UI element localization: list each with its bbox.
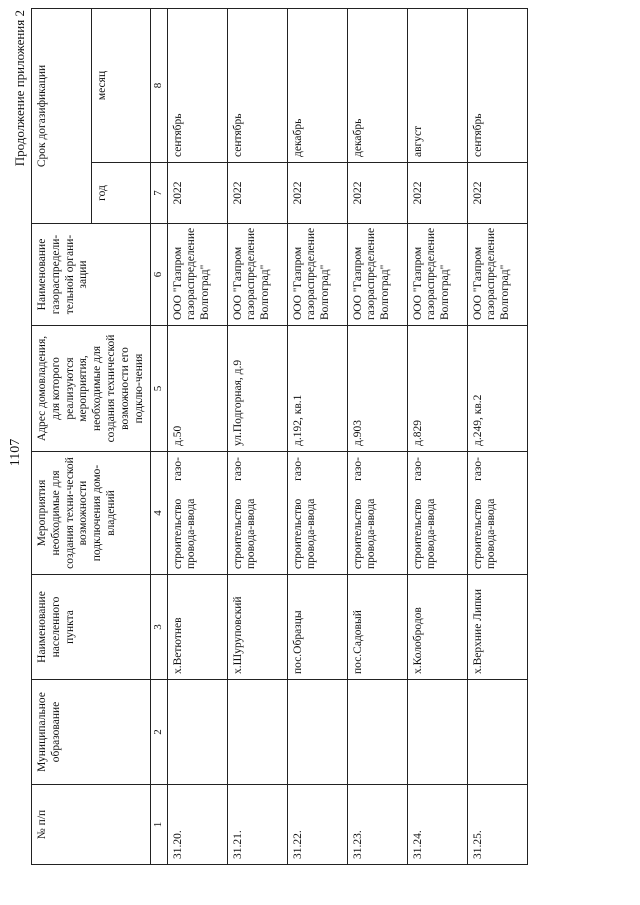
row-number: 31.21. [227,785,287,865]
row-year: 2022 [347,163,407,224]
continuation-title: Продолжение приложения 2 [12,10,27,167]
row-month: декабрь [287,9,347,163]
row-address: д.50 [167,326,227,452]
row-address: д.249, кв.2 [467,326,527,452]
row-settlement: пос.Образцы [287,575,347,680]
row-settlement: х.Верхние Липки [467,575,527,680]
page-number: 1107 [8,438,23,467]
row-organization: ООО "Газпром газораспределение Волгоград" [347,224,407,326]
header-number: № п/п [32,785,151,865]
row-measure: строительство газо-провода-ввода [227,452,287,575]
header-address: Адрес домовладения, для которого реализуются мероприятия, необходимые для создания технической возможности его подклю-чения [32,326,151,452]
header-settlement: Наименование населенного пункта [32,575,151,680]
row-address: д.903 [347,326,407,452]
row-year: 2022 [287,163,347,224]
row-year: 2022 [167,163,227,224]
column-number: 6 [151,224,167,326]
row-measure: строительство газо-провода-ввода [167,452,227,575]
row-municipality [167,680,227,785]
column-number: 5 [151,326,167,452]
row-settlement: х.Колобродов [407,575,467,680]
header-organization: Наименование газораспредели-тельной органи-зации [32,224,151,326]
gasification-table [31,8,528,865]
table-row [287,9,347,865]
row-month: сентябрь [167,9,227,163]
header-measures: Мероприятия необходимые для создания техни-ческой возможности подключения домо-владений [32,452,151,575]
row-month: сентябрь [467,9,527,163]
row-year: 2022 [407,163,467,224]
row-address: д.192, кв.1 [287,326,347,452]
row-settlement: х.Ветютнев [167,575,227,680]
row-organization: ООО "Газпром газораспределение Волгоград" [407,224,467,326]
row-number: 31.20. [167,785,227,865]
row-address: ул.Подгорная, д.9 [227,326,287,452]
row-measure: строительство газо-провода-ввода [407,452,467,575]
row-organization: ООО "Газпром газораспределение Волгоград" [467,224,527,326]
header-deadline: Срок догазификации [32,9,92,224]
header-year: год [91,163,151,224]
row-address: д.829 [407,326,467,452]
table-row [227,9,287,865]
row-measure: строительство газо-провода-ввода [287,452,347,575]
column-number: 7 [151,163,167,224]
row-number: 31.22. [287,785,347,865]
header-row [32,9,92,865]
row-organization: ООО "Газпром газораспределение Волгоград" [227,224,287,326]
table-row [467,9,527,865]
row-year: 2022 [227,163,287,224]
row-month: сентябрь [227,9,287,163]
header-municipality: Муниципальное образование [32,680,151,785]
column-number: 2 [151,680,167,785]
row-month: август [407,9,467,163]
row-measure: строительство газо-провода-ввода [347,452,407,575]
row-year: 2022 [467,163,527,224]
row-settlement: пос.Садовый [347,575,407,680]
column-number: 3 [151,575,167,680]
row-settlement: х.Шуруповский [227,575,287,680]
row-organization: ООО "Газпром газораспределение Волгоград" [167,224,227,326]
table-row [407,9,467,865]
table-row [347,9,407,865]
row-number: 31.23. [347,785,407,865]
header-month: месяц [91,9,151,163]
row-municipality [287,680,347,785]
row-municipality [407,680,467,785]
row-organization: ООО "Газпром газораспределение Волгоград" [287,224,347,326]
row-number: 31.24. [407,785,467,865]
column-number: 1 [151,785,167,865]
row-municipality [227,680,287,785]
row-municipality [467,680,527,785]
column-number: 8 [151,9,167,163]
row-number: 31.25. [467,785,527,865]
row-municipality [347,680,407,785]
table-row [167,9,227,865]
row-measure: строительство газо-провода-ввода [467,452,527,575]
column-number-row [151,9,167,865]
row-month: декабрь [347,9,407,163]
column-number: 4 [151,452,167,575]
